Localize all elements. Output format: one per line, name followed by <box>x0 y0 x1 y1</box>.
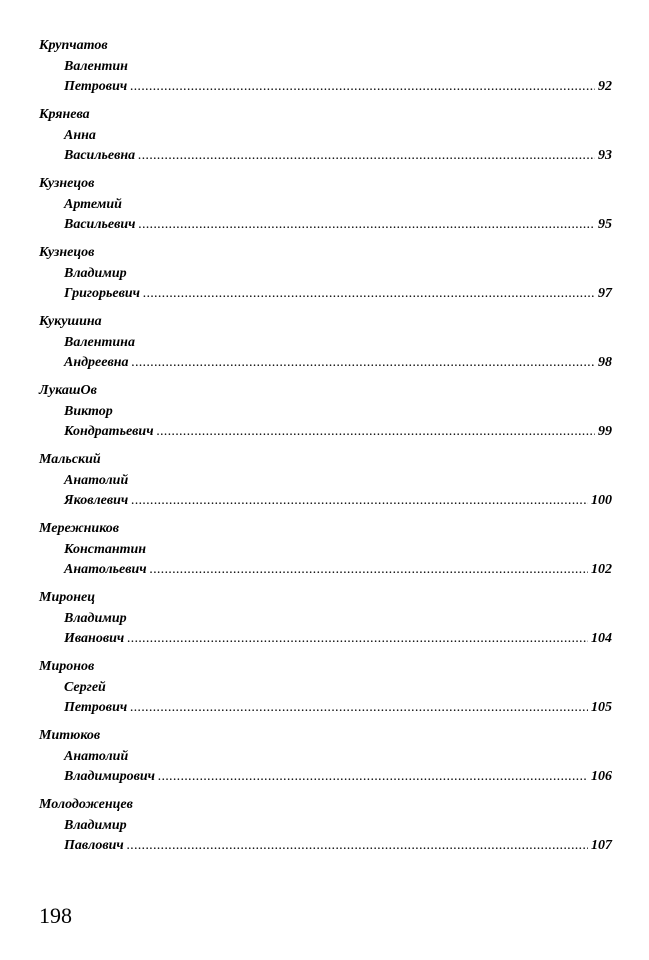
entry-patronymic-line <box>39 215 612 236</box>
entry-page-number: 92 <box>598 79 612 94</box>
entry-first-name: Анатолий <box>64 472 129 488</box>
entry-page-number: 100 <box>591 493 612 508</box>
entry-page-number: 99 <box>598 424 612 439</box>
entry-first-name: Владимир <box>64 265 127 281</box>
dot-leader <box>131 491 588 512</box>
entry-patronymic-line <box>39 560 612 581</box>
entry-patronymic: Павлович <box>64 838 124 853</box>
dot-leader <box>139 215 595 236</box>
dot-leader <box>150 560 588 581</box>
dot-leader <box>130 698 588 719</box>
entry-patronymic-line <box>39 767 612 788</box>
entry-patronymic-line <box>39 146 612 167</box>
index-entry <box>39 174 612 243</box>
index-entry <box>39 243 612 312</box>
entry-patronymic-line <box>39 422 612 443</box>
entry-surname: Миронец <box>39 590 96 605</box>
dot-leader <box>132 353 595 374</box>
dot-leader <box>130 77 595 98</box>
entry-page-number: 93 <box>598 148 612 163</box>
dot-leader <box>127 836 588 857</box>
entry-patronymic-line <box>39 836 612 857</box>
entry-first-name: Артемий <box>64 196 122 212</box>
entry-patronymic-line <box>39 629 612 650</box>
entry-patronymic: Андреевна <box>64 355 129 370</box>
index-entry <box>39 795 612 864</box>
entry-surname: Митюков <box>39 728 101 743</box>
entry-page-number: 105 <box>591 700 612 715</box>
entry-patronymic-line <box>39 491 612 512</box>
entry-patronymic: Кондратьевич <box>64 424 154 439</box>
entry-page-number: 95 <box>598 217 612 232</box>
index-entry <box>39 105 612 174</box>
name-index <box>39 36 612 864</box>
dot-leader <box>158 767 588 788</box>
entry-first-name: Константин <box>64 541 147 557</box>
entry-first-name: Валентина <box>64 334 135 350</box>
index-entry <box>39 36 612 105</box>
entry-first-name: Анна <box>64 127 96 143</box>
dot-leader <box>157 422 595 443</box>
entry-first-name: Виктор <box>64 403 113 419</box>
entry-page-number: 104 <box>591 631 612 646</box>
entry-patronymic-line <box>39 698 612 719</box>
dot-leader <box>138 146 595 167</box>
entry-first-name: Владимир <box>64 610 127 626</box>
entry-patronymic: Анатольевич <box>64 562 147 577</box>
entry-patronymic: Васильевна <box>64 148 136 163</box>
entry-surname: Кузнецов <box>39 176 95 191</box>
index-entry <box>39 726 612 795</box>
entry-patronymic: Петрович <box>64 79 128 94</box>
entry-first-name: Сергей <box>64 679 106 695</box>
entry-surname: Кузнецов <box>39 245 95 260</box>
entry-surname: Крупчатов <box>39 38 108 53</box>
entry-first-name: Анатолий <box>64 748 129 764</box>
entry-patronymic-line <box>39 77 612 98</box>
dot-leader <box>127 629 588 650</box>
index-entry <box>39 381 612 450</box>
entry-patronymic: Иванович <box>64 631 125 646</box>
entry-page-number: 107 <box>591 838 612 853</box>
entry-surname: Кукушина <box>39 314 102 329</box>
index-entry <box>39 312 612 381</box>
entry-patronymic: Григорьевич <box>64 286 141 301</box>
entry-first-name: Владимир <box>64 817 127 833</box>
entry-patronymic: Владимирович <box>64 769 156 784</box>
index-entry <box>39 450 612 519</box>
entry-page-number: 98 <box>598 355 612 370</box>
entry-page-number: 106 <box>591 769 612 784</box>
entry-surname: Мальский <box>39 452 101 467</box>
index-entry <box>39 657 612 726</box>
entry-patronymic: Васильевич <box>64 217 136 232</box>
entry-surname: Молодоженцев <box>39 797 133 812</box>
entry-patronymic-line <box>39 284 612 305</box>
dot-leader <box>143 284 595 305</box>
entry-page-number: 97 <box>598 286 612 301</box>
entry-patronymic-line <box>39 353 612 374</box>
entry-surname: Миронов <box>39 659 95 674</box>
entry-page-number: 102 <box>591 562 612 577</box>
entry-patronymic: Петрович <box>64 700 128 715</box>
page-folio: 198 <box>39 903 72 928</box>
entry-surname: Крянева <box>39 107 90 122</box>
entry-patronymic: Яковлевич <box>64 493 129 508</box>
index-entry <box>39 519 612 588</box>
entry-first-name: Валентин <box>64 58 128 74</box>
index-entry <box>39 588 612 657</box>
entry-surname: Мережников <box>39 521 120 536</box>
entry-surname: ЛукашОв <box>39 383 97 398</box>
